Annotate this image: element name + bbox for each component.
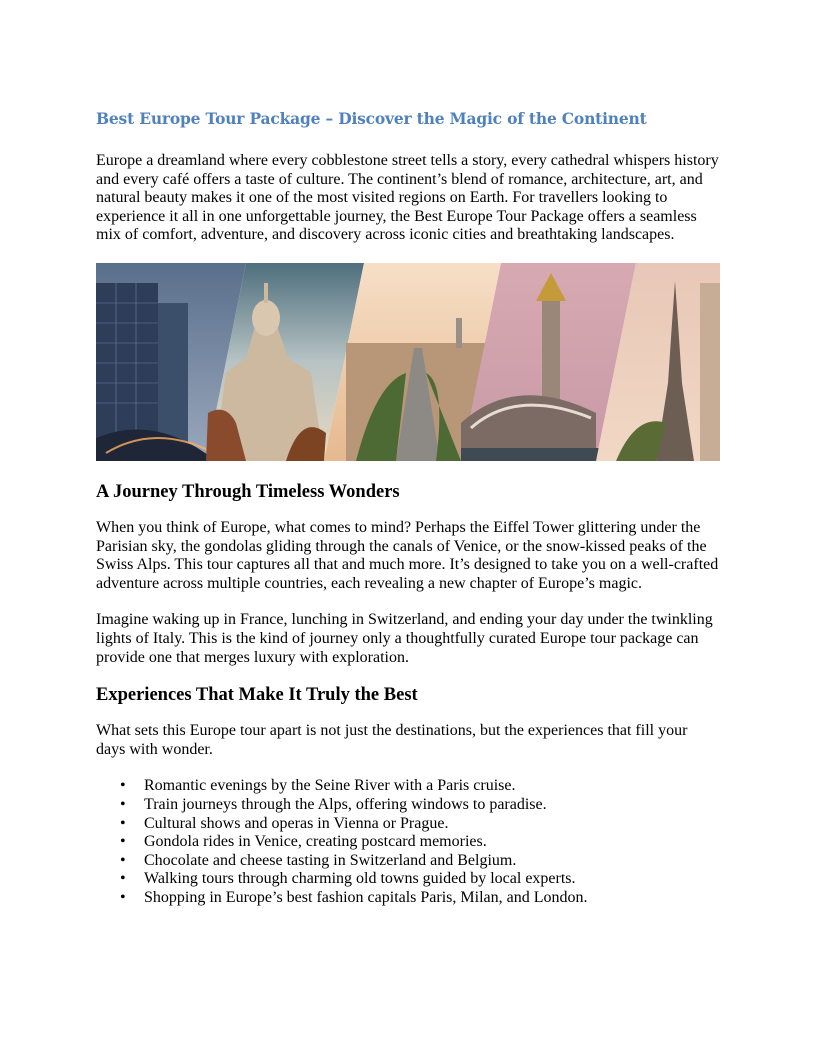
bullet-icon: • <box>120 870 126 888</box>
bullet-icon: • <box>120 833 126 851</box>
bullet-icon: • <box>120 777 126 795</box>
bullet-icon: • <box>120 888 126 906</box>
section-heading-experiences: Experiences That Make It Truly the Best <box>96 685 418 706</box>
bullet-icon: • <box>120 795 126 813</box>
list-item: • Walking tours through charming old towns guided by local experts. <box>120 870 576 888</box>
list-item: • Chocolate and cheese tasting in Switzerland and Belgium. <box>120 851 517 869</box>
document-title: Best Europe Tour Package – Discover the Magic of the Continent <box>96 109 647 128</box>
bullet-icon: • <box>120 851 126 869</box>
paris-collage-image <box>96 263 720 461</box>
experiences-list <box>96 777 720 907</box>
intro-paragraph: Europe a dreamland where every cobblestone street tells a story, every cathedral whispers history and every café offers a taste of culture. The continent’s blend of romance, architecture, art, and natural beauty makes it one of the most visited regions on Earth. For travellers looking to experience it all in one unforgettable journey, the Best Europe Tour Package offers a seamless mix of comfort, adventure, and discovery across iconic cities and breathtaking landscapes. <box>96 152 719 244</box>
document-page <box>96 108 720 907</box>
list-item: • Gondola rides in Venice, creating postcard memories. <box>120 833 487 851</box>
list-item: • Shopping in Europe’s best fashion capitals Paris, Milan, and London. <box>120 888 588 906</box>
journey-paragraph-2: Imagine waking up in France, lunching in Switzerland, and ending your day under the twinkling lights of Italy. This is the kind of journey only a thoughtfully curated Europe tour package can provide one that merges luxury with exploration. <box>96 611 713 666</box>
journey-paragraph-1: When you think of Europe, what comes to mind? Perhaps the Eiffel Tower glittering under the Parisian sky, the gondolas gliding through the canals of Venice, or the snow-kissed peaks of the Swiss Alps. This tour captures all that and much more. It’s designed to take you on a well-crafted adventure across multiple countries, each revealing a new chapter of Europe’s magic. <box>96 518 719 592</box>
list-item: • Romantic evenings by the Seine River with a Paris cruise. <box>120 777 516 795</box>
list-item: • Cultural shows and operas in Vienna or Prague. <box>120 814 449 832</box>
list-item: • Train journeys through the Alps, offering windows to paradise. <box>120 795 547 813</box>
bullet-icon: • <box>120 814 126 832</box>
section-heading-journey: A Journey Through Timeless Wonders <box>96 481 400 502</box>
experiences-intro: What sets this Europe tour apart is not just the destinations, but the experiences that fill your days with wonder. <box>96 722 688 758</box>
